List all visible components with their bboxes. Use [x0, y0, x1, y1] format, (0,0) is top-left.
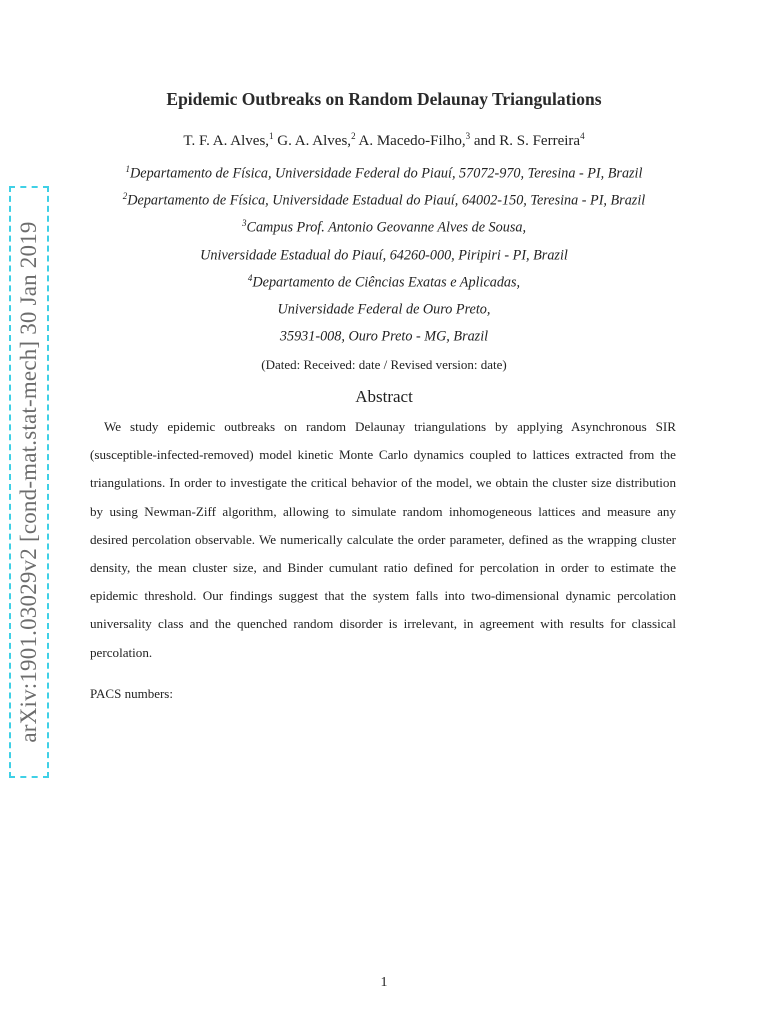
author-affiliation-marker: 3: [465, 131, 471, 141]
author-name: and R. S. Ferreira: [473, 133, 581, 149]
affiliation-text: Departamento de Física, Universidade Federal do Piauí, 57072-970, Teresina - PI, Brazil: [130, 165, 643, 182]
arxiv-identifier-text: arXiv:1901.03029v2 [cond-mat.stat-mech] 30 Jan 2019: [16, 221, 41, 743]
abstract-body: We study epidemic outbreaks on random Delaunay triangulations by applying Asynchronous SIR (susceptible-infected-removed) model kinetic Monte Carlo dynamics coupled to lattices extracted from the triangulations. In order to investigate the critical behavior of the model, we obtain the cluster size distribution by using Newman-Ziff algorithm, allowing to simulate random inhomogeneous lattices and measure any desired percolation observable. We numerically calculate the order parameter, defined as the wrapping cluster density, the mean cluster size, and Binder cumulant ratio defined for percolation in order to estimate the epidemic threshold. Our findings suggest that the system falls into two-dimensional dynamic percolation universality class and the quenched random disorder is irrelevant, in agreement with results for classical percolation.: [90, 419, 676, 660]
affiliation-line: [0, 273, 768, 292]
author-affiliation-marker: 1: [269, 131, 274, 141]
affiliation-text: Departamento de Ciências Exatas e Aplicadas,: [252, 274, 521, 291]
affiliation-line: [0, 164, 768, 183]
paper-title: Epidemic Outbreaks on Random Delaunay Triangulations: [166, 89, 602, 109]
abstract-heading: Abstract: [355, 387, 413, 406]
affiliation-text: 35931-008, Ouro Preto - MG, Brazil: [279, 328, 489, 345]
author-affiliation-marker: 2: [351, 131, 356, 141]
affiliation-line: [0, 218, 768, 237]
affiliation-line: [0, 191, 768, 210]
affiliation-marker: 4: [247, 273, 253, 283]
affiliation-marker: 2: [122, 191, 128, 201]
affiliation-line: [0, 246, 768, 265]
page-number: 1: [380, 975, 388, 990]
affiliation-text: Departamento de Física, Universidade Estadual do Piauí, 64002-150, Teresina - PI, Brazil: [127, 192, 646, 209]
affiliation-line: [0, 327, 768, 346]
author-list: [0, 131, 768, 150]
author-name: T. F. A. Alves,: [183, 133, 270, 149]
affiliation-text: Campus Prof. Antonio Geovanne Alves de Sousa,: [246, 219, 527, 236]
pacs-numbers: PACS numbers:: [90, 686, 173, 701]
affiliation-line: [0, 300, 768, 319]
dated-line: (Dated: Received: date / Revised version: date): [261, 357, 507, 372]
author-affiliation-marker: 4: [580, 131, 585, 141]
affiliation-marker: 3: [241, 218, 247, 228]
affiliation-text: Universidade Estadual do Piauí, 64260-000, Piripiri - PI, Brazil: [200, 247, 568, 264]
author-name: A. Macedo-Filho,: [358, 133, 466, 149]
affiliation-marker: 1: [125, 164, 131, 174]
affiliation-text: Universidade Federal de Ouro Preto,: [277, 301, 491, 318]
author-name: G. A. Alves,: [277, 133, 352, 149]
